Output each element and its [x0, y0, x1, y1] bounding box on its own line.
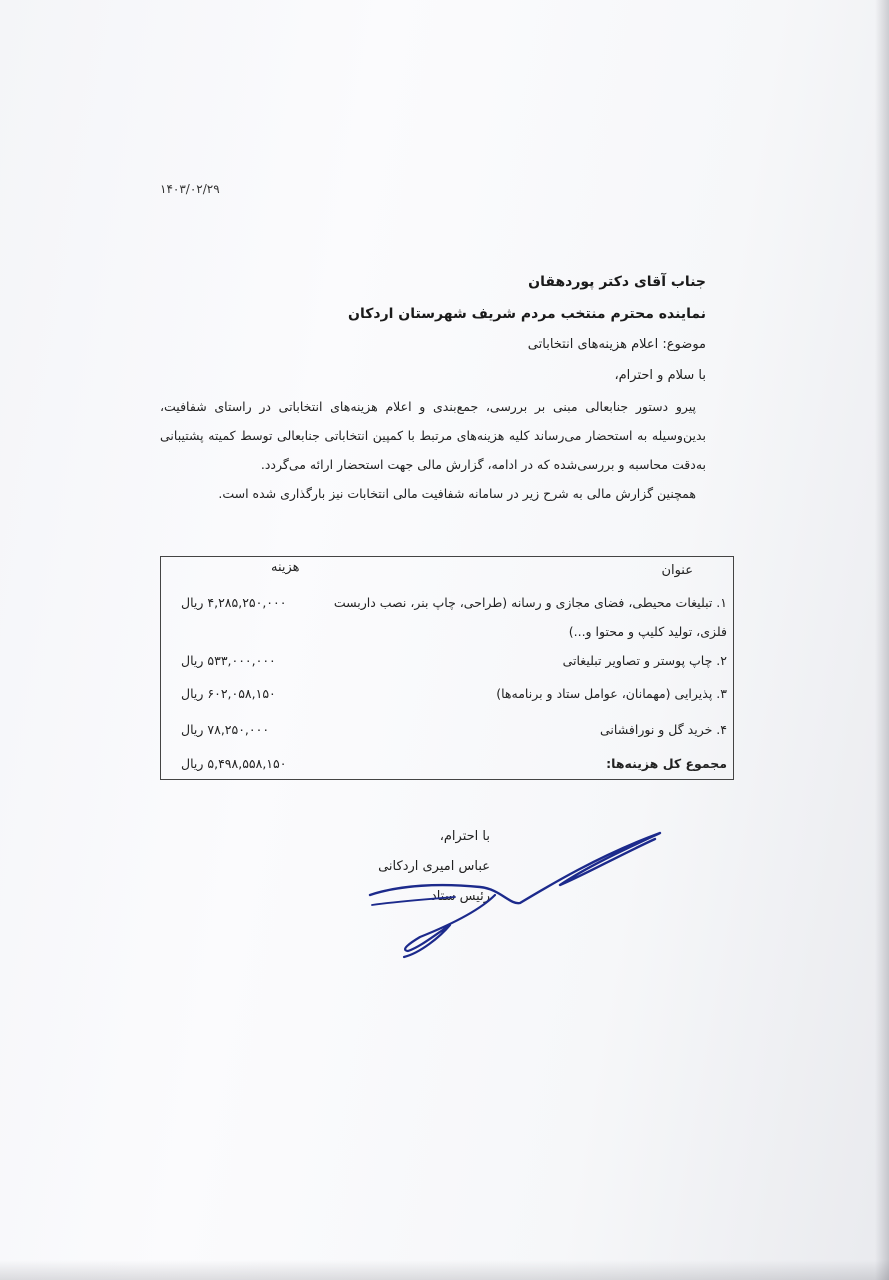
table-total-cost: ۵,۴۹۸,۵۵۸,۱۵۰ ریال [181, 756, 287, 771]
table-row-cost: ۶۰۲,۰۵۸,۱۵۰ ریال [181, 686, 276, 701]
letter-subject: موضوع: اعلام هزینه‌های انتخاباتی [527, 337, 706, 352]
addressee-position: نماینده محترم منتخب مردم شریف شهرستان اردکان [348, 306, 706, 322]
table-header-cost: هزینه [271, 560, 300, 575]
addressee-block [186, 266, 706, 330]
signature-stroke [370, 833, 660, 903]
body-paragraph: پیرو دستور جنابعالی مبنی بر بررسی، جمع‌بندی و اعلام هزینه‌های انتخاباتی در راستای شفافیت، بدین‌وسیله به استحضار می‌رساند کلیه هزینه‌های مرتبط با کمپین انتخاباتی جنابعالی توسط کمیته پشتیبانی به‌دقت محاسبه و بررسی‌شده که در ادامه، گزارش مالی جهت استحضار ارائه می‌گردد. [160, 399, 706, 472]
addressee-name: جناب آقای دکتر پوردهقان [528, 274, 706, 290]
signature-stroke [372, 897, 455, 905]
table-row-title: ۴. خرید گل و نورافشانی [600, 722, 727, 737]
closing-salutation: با احترام، [439, 829, 490, 844]
handwritten-signature [360, 825, 680, 965]
body-paragraph: همچنین گزارش مالی به شرح زیر در سامانه شفافیت مالی انتخابات نیز بارگذاری شده است. [218, 486, 696, 501]
signer-title: رئیس ستاد [430, 889, 490, 904]
letter-greeting: با سلام و احترام، [614, 368, 706, 383]
signer-name: عباس امیری اردکانی [378, 859, 490, 874]
table-row-cost: ۵۳۳,۰۰۰,۰۰۰ ریال [181, 653, 276, 668]
paper-shadow-edge [875, 0, 889, 1280]
expense-table [160, 556, 734, 780]
letter-date: ۱۴۰۳/۰۲/۲۹ [160, 182, 220, 196]
letter-body [160, 392, 706, 508]
table-row-title: ۲. چاپ پوستر و تصاویر تبلیغاتی [562, 653, 727, 668]
table-row-title: ۱. تبلیغات محیطی، فضای مجازی و رسانه (طراحی، چاپ بنر، نصب داربست فلزی، تولید کلیپ و محتوا و...) [333, 595, 727, 639]
table-row-title: ۳. پذیرایی (مهمانان، عوامل ستاد و برنامه‌ها) [496, 686, 727, 701]
table-total-label: مجموع کل هزینه‌ها: [606, 756, 727, 771]
paper-shadow-bottom [0, 1260, 889, 1280]
table-header-title: عنوان [661, 563, 693, 578]
signature-stroke [404, 895, 495, 957]
table-row-cost: ۷۸,۲۵۰,۰۰۰ ریال [181, 722, 270, 737]
table-row-cost: ۴,۲۸۵,۲۵۰,۰۰۰ ریال [181, 595, 287, 610]
